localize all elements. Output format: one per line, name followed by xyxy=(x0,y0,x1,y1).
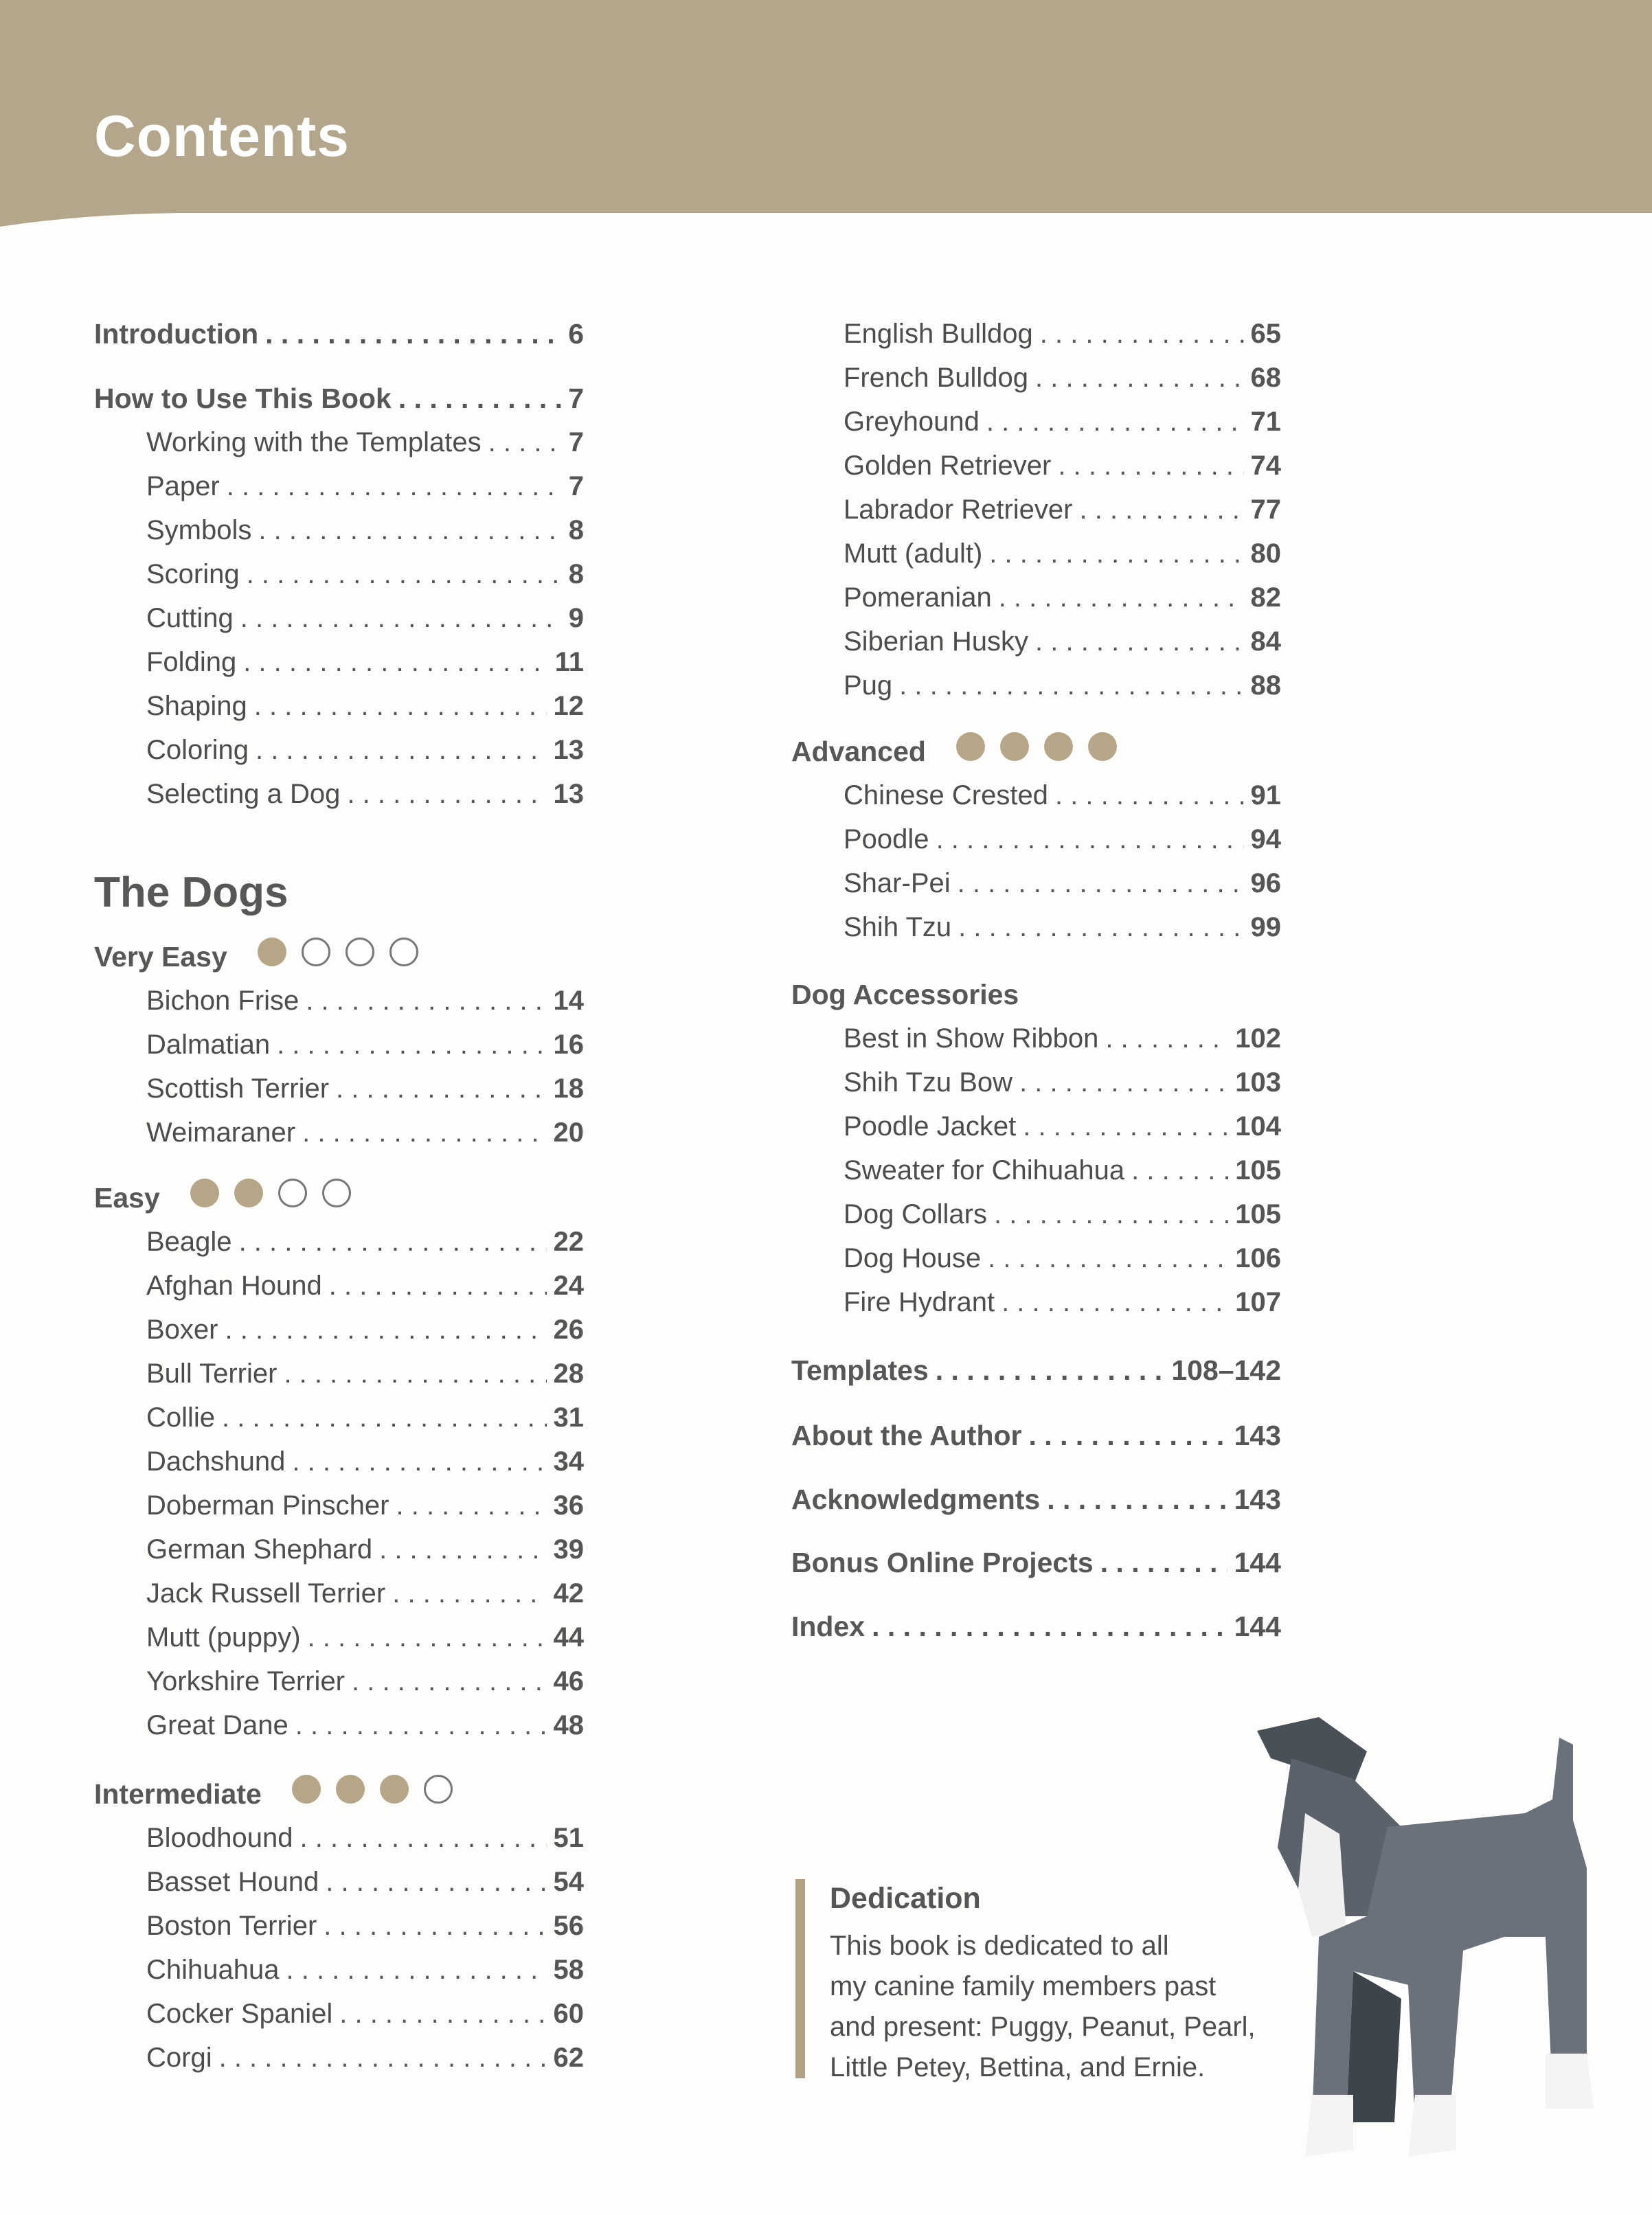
dot-leader xyxy=(324,1904,546,1948)
empty-circle-icon xyxy=(322,1179,351,1207)
page-title: Contents xyxy=(94,104,350,168)
toc-entry[interactable] xyxy=(94,1111,584,1155)
toc-heading[interactable] xyxy=(791,1604,1281,1648)
level-heading-title: Intermediate xyxy=(94,1778,262,1810)
accessories-heading-title: Dog Accessories xyxy=(791,979,1019,1010)
toc-entry[interactable] xyxy=(791,773,1281,817)
dot-leader xyxy=(392,1571,546,1615)
toc-entry[interactable] xyxy=(94,552,584,596)
dot-leader xyxy=(308,1615,547,1659)
toc-section xyxy=(94,312,584,356)
page-number: 46 xyxy=(553,1666,584,1696)
toc-entry[interactable] xyxy=(94,420,584,464)
toc-entry-title: Pug xyxy=(844,670,893,701)
toc-entry-title: Cutting xyxy=(146,603,234,633)
toc-entry[interactable] xyxy=(94,1527,584,1571)
toc-entry[interactable] xyxy=(791,356,1281,400)
toc-entry-title: Weimaraner xyxy=(146,1117,296,1148)
page-number: 91 xyxy=(1250,780,1281,810)
toc-entry[interactable] xyxy=(94,1484,584,1527)
toc-entry-title: Dog Collars xyxy=(844,1199,987,1229)
dot-leader xyxy=(306,979,546,1023)
toc-entry-title: Afghan Hound xyxy=(146,1271,322,1301)
toc-entry[interactable] xyxy=(94,1860,584,1904)
dot-leader xyxy=(225,1308,547,1352)
dot-leader xyxy=(256,728,547,772)
toc-entry-title: Coloring xyxy=(146,735,249,765)
toc-entry[interactable] xyxy=(791,1060,1281,1104)
toc-heading-title: How to Use This Book xyxy=(94,383,392,414)
page-number: 104 xyxy=(1235,1111,1281,1141)
dot-leader xyxy=(240,596,562,640)
dot-leader xyxy=(936,817,1244,861)
toc-entry[interactable] xyxy=(94,1615,584,1659)
dot-leader xyxy=(1100,1541,1227,1584)
dot-leader xyxy=(396,1484,547,1527)
toc-entry[interactable] xyxy=(94,728,584,772)
dedication xyxy=(795,1879,1276,2082)
toc-entry[interactable] xyxy=(791,532,1281,576)
toc-entry-title: Bichon Frise xyxy=(146,986,299,1016)
toc-entry[interactable] xyxy=(94,1023,584,1067)
toc-entry[interactable] xyxy=(791,817,1281,861)
page-number: 54 xyxy=(553,1867,584,1897)
dot-leader xyxy=(872,1604,1227,1648)
dot-leader xyxy=(989,532,1243,576)
toc-entry-title: Mutt (puppy) xyxy=(146,1622,301,1652)
dot-leader xyxy=(958,905,1243,949)
level-heading xyxy=(94,1772,584,1816)
page-number: 144 xyxy=(1234,1611,1281,1642)
toc-entry[interactable] xyxy=(94,1703,584,1747)
toc-entry-title: Poodle xyxy=(844,824,929,854)
page-number: 6 xyxy=(568,318,584,350)
toc-entry[interactable] xyxy=(791,663,1281,707)
left-column xyxy=(94,0,584,2215)
page-number: 74 xyxy=(1250,451,1281,481)
page-number: 102 xyxy=(1235,1023,1281,1054)
page-number: 28 xyxy=(553,1359,584,1389)
dot-leader xyxy=(488,420,562,464)
toc-entry-title: Shaping xyxy=(146,691,247,721)
toc-entry-title: Collie xyxy=(146,1402,216,1433)
page-number: 71 xyxy=(1250,407,1281,437)
dot-leader xyxy=(243,640,548,684)
page-number: 96 xyxy=(1250,868,1281,898)
dot-leader xyxy=(1040,312,1244,356)
toc-entry-title: Beagle xyxy=(146,1227,232,1257)
dot-leader xyxy=(1002,1280,1228,1324)
dot-leader xyxy=(1035,356,1243,400)
toc-entry[interactable] xyxy=(791,861,1281,905)
level-heading-title: Advanced xyxy=(791,736,926,767)
toc-entry[interactable] xyxy=(94,1948,584,1992)
page-number: 8 xyxy=(568,559,584,589)
dot-leader xyxy=(258,508,561,552)
page-number: 18 xyxy=(553,1074,584,1104)
toc-entry[interactable] xyxy=(94,1067,584,1111)
toc-entry[interactable] xyxy=(94,1352,584,1396)
empty-circle-icon xyxy=(346,938,374,966)
dot-leader xyxy=(339,1992,546,2036)
dot-leader xyxy=(284,1352,546,1396)
page-number: 13 xyxy=(553,779,584,809)
toc-heading-title: Bonus Online Projects xyxy=(791,1547,1094,1578)
toc-entry[interactable] xyxy=(791,488,1281,532)
page-number: 94 xyxy=(1250,824,1281,854)
empty-circle-icon xyxy=(424,1775,453,1804)
dot-leader xyxy=(300,1816,547,1860)
toc-entry[interactable] xyxy=(791,905,1281,949)
filled-circle-icon xyxy=(292,1775,321,1804)
difficulty-rating xyxy=(956,732,1117,761)
toc-entry-title: Great Dane xyxy=(146,1710,288,1740)
back-matter-section xyxy=(791,1348,1281,1392)
toc-entry-title: Symbols xyxy=(146,515,252,545)
dot-leader xyxy=(295,1703,547,1747)
filled-circle-icon xyxy=(190,1179,219,1207)
toc-entry-title: Selecting a Dog xyxy=(146,779,341,809)
difficulty-rating xyxy=(292,1775,453,1804)
page-number: 7 xyxy=(568,427,584,457)
toc-entry-title: Boston Terrier xyxy=(146,1911,317,1941)
filled-circle-icon xyxy=(234,1179,263,1207)
toc-entry-title: Scoring xyxy=(146,559,240,589)
page-number: 106 xyxy=(1235,1243,1281,1273)
dot-leader xyxy=(222,1396,546,1440)
page-number: 77 xyxy=(1250,495,1281,525)
back-matter-section xyxy=(791,1604,1281,1648)
dot-leader xyxy=(988,1236,1228,1280)
dot-leader xyxy=(292,1440,546,1484)
accessories-section xyxy=(791,973,1281,1324)
toc-entry[interactable] xyxy=(791,444,1281,488)
toc-entry-title: German Shephard xyxy=(146,1534,373,1565)
page-number: 7 xyxy=(568,383,584,414)
toc-entry-title: Corgi xyxy=(146,2043,212,2073)
toc-heading[interactable] xyxy=(791,1413,1281,1457)
page-number: 24 xyxy=(553,1271,584,1301)
difficulty-level xyxy=(94,935,584,1155)
toc-entry-title: Paper xyxy=(146,471,220,501)
toc-heading-title: About the Author xyxy=(791,1420,1022,1451)
dedication-line: and present: Puggy, Peanut, Pearl, xyxy=(830,2012,1256,2042)
dot-leader xyxy=(265,312,561,356)
filled-circle-icon xyxy=(258,938,286,966)
toc-entry-title: Sweater for Chihuahua xyxy=(844,1155,1125,1185)
filled-circle-icon xyxy=(1000,732,1029,761)
page-number: 80 xyxy=(1250,538,1281,569)
page-number: 44 xyxy=(553,1622,584,1652)
dot-leader xyxy=(347,772,546,816)
dot-leader xyxy=(336,1067,546,1111)
dot-leader xyxy=(326,1860,546,1904)
page-number: 14 xyxy=(553,986,584,1016)
toc-entry[interactable] xyxy=(791,1192,1281,1236)
page-number: 7 xyxy=(568,471,584,501)
difficulty-level xyxy=(791,729,1281,949)
level-heading-title: Very Easy xyxy=(94,941,227,973)
page-number: 48 xyxy=(553,1710,584,1740)
toc-entry-title: Chinese Crested xyxy=(844,780,1048,810)
toc-entry-title: Greyhound xyxy=(844,407,980,437)
page-number: 16 xyxy=(553,1030,584,1060)
dogs-section-title xyxy=(94,862,584,924)
toc-heading-title: Acknowledgments xyxy=(791,1484,1041,1515)
page-number: 13 xyxy=(553,735,584,765)
page-number: 103 xyxy=(1235,1067,1281,1098)
page-number: 82 xyxy=(1250,582,1281,613)
dot-leader xyxy=(936,1348,1165,1392)
page-number: 84 xyxy=(1250,626,1281,657)
dot-leader xyxy=(239,1220,547,1264)
toc-entry[interactable] xyxy=(791,576,1281,620)
page-number: 39 xyxy=(553,1534,584,1565)
toc-entry[interactable] xyxy=(94,464,584,508)
toc-entry[interactable] xyxy=(94,684,584,728)
back-matter-section xyxy=(791,1541,1281,1584)
toc-entry[interactable] xyxy=(94,979,584,1023)
dot-leader xyxy=(227,464,562,508)
filled-circle-icon xyxy=(1044,732,1073,761)
toc-entry[interactable] xyxy=(94,1571,584,1615)
dot-leader xyxy=(1058,444,1243,488)
page-number: 60 xyxy=(553,1999,584,2029)
toc-entry[interactable] xyxy=(791,1104,1281,1148)
filled-circle-icon xyxy=(380,1775,409,1804)
empty-circle-icon xyxy=(302,938,330,966)
toc-entry-title: Folding xyxy=(146,647,237,677)
toc-entry[interactable] xyxy=(94,772,584,816)
dot-leader xyxy=(1055,773,1244,817)
toc-entry-title: Shar-Pei xyxy=(844,868,951,898)
empty-circle-icon xyxy=(278,1179,307,1207)
dot-leader xyxy=(277,1023,546,1067)
toc-heading[interactable] xyxy=(94,376,584,420)
level-heading xyxy=(791,729,1281,773)
toc-entry-title: English Bulldog xyxy=(844,319,1033,349)
page-number: 65 xyxy=(1250,319,1281,349)
page-number: 68 xyxy=(1250,363,1281,393)
toc-entry-title: Best in Show Ribbon xyxy=(844,1023,1099,1054)
toc-heading-title: Index xyxy=(791,1611,865,1642)
page-number: 20 xyxy=(553,1117,584,1148)
dot-leader xyxy=(219,2036,547,2080)
dot-leader xyxy=(1131,1148,1228,1192)
toc-entry[interactable] xyxy=(94,508,584,552)
dot-leader xyxy=(958,861,1244,905)
toc-entry-title: Golden Retriever xyxy=(844,451,1052,481)
toc-entry[interactable] xyxy=(791,400,1281,444)
dot-leader xyxy=(1047,1477,1227,1521)
toc-heading-title: Templates xyxy=(791,1354,929,1386)
difficulty-rating xyxy=(258,938,418,966)
page-number: 62 xyxy=(553,2043,584,2073)
toc-heading[interactable] xyxy=(791,1541,1281,1584)
toc-entry[interactable] xyxy=(791,1148,1281,1192)
toc-entry-title: French Bulldog xyxy=(844,363,1029,393)
level-heading xyxy=(94,935,584,979)
dot-leader xyxy=(329,1264,547,1308)
toc-section xyxy=(94,376,584,816)
toc-entry[interactable] xyxy=(94,1440,584,1484)
dot-leader xyxy=(1029,1413,1227,1457)
dot-leader xyxy=(286,1948,547,1992)
dot-leader xyxy=(1080,488,1244,532)
page-number: 8 xyxy=(568,515,584,545)
toc-entry-title: Siberian Husky xyxy=(844,626,1029,657)
toc-entry-title: Pomeranian xyxy=(844,582,992,613)
difficulty-level xyxy=(94,1176,584,1747)
page-number: 143 xyxy=(1234,1484,1281,1515)
filled-circle-icon xyxy=(336,1775,365,1804)
dot-leader xyxy=(1105,1016,1228,1060)
toc-entry-title: Mutt (adult) xyxy=(844,538,983,569)
toc-entry-title: Working with the Templates xyxy=(146,427,482,457)
page-number: 58 xyxy=(553,1955,584,1985)
toc-entry[interactable] xyxy=(94,1308,584,1352)
toc-entry[interactable] xyxy=(94,640,584,684)
continued-entries xyxy=(791,312,1281,707)
paper-schnauzer-illustration xyxy=(1230,1710,1614,2191)
toc-entry-title: Shih Tzu xyxy=(844,912,952,942)
toc-entry[interactable] xyxy=(791,1236,1281,1280)
dot-leader xyxy=(302,1111,546,1155)
filled-circle-icon xyxy=(956,732,985,761)
page-number: 42 xyxy=(553,1578,584,1609)
toc-entry-title: Bloodhound xyxy=(146,1823,293,1853)
empty-circle-icon xyxy=(389,938,418,966)
page-number: 34 xyxy=(553,1446,584,1477)
dot-leader xyxy=(398,376,561,420)
dedication-line: Little Petey, Bettina, and Ernie. xyxy=(830,2052,1206,2082)
filled-circle-icon xyxy=(1088,732,1117,761)
page-number: 105 xyxy=(1235,1199,1281,1229)
level-heading-title: Easy xyxy=(94,1182,160,1214)
back-matter-section xyxy=(791,1413,1281,1457)
toc-entry[interactable] xyxy=(791,312,1281,356)
dot-leader xyxy=(1035,620,1243,663)
toc-entry[interactable] xyxy=(94,1396,584,1440)
toc-entry[interactable] xyxy=(94,1816,584,1860)
dot-leader xyxy=(899,663,1243,707)
toc-entry[interactable] xyxy=(94,1992,584,2036)
toc-entry-title: Cocker Spaniel xyxy=(146,1999,333,2029)
dot-leader xyxy=(254,684,547,728)
page-number: 11 xyxy=(554,647,584,677)
page-number: 56 xyxy=(553,1911,584,1941)
difficulty-level xyxy=(94,1772,584,2080)
dedication-line: This book is dedicated to all xyxy=(830,1931,1169,1961)
dedication-line: my canine family members past xyxy=(830,1971,1217,2001)
page-number: 108–142 xyxy=(1171,1354,1281,1386)
accessories-heading xyxy=(791,973,1281,1016)
difficulty-rating xyxy=(190,1179,351,1207)
page-number: 107 xyxy=(1235,1287,1281,1317)
page-number: 26 xyxy=(553,1315,584,1345)
level-heading xyxy=(94,1176,584,1220)
toc-heading-title: Introduction xyxy=(94,318,259,350)
page-number: 9 xyxy=(568,603,584,633)
page-number: 31 xyxy=(553,1402,584,1433)
toc-heading[interactable] xyxy=(791,1477,1281,1521)
toc-entry-title: Chihuahua xyxy=(146,1955,280,1985)
page-number: 105 xyxy=(1235,1155,1281,1185)
toc-entry-title: Scottish Terrier xyxy=(146,1074,330,1104)
page-number: 51 xyxy=(553,1823,584,1853)
toc-entry-title: Basset Hound xyxy=(146,1867,319,1897)
toc-entry[interactable] xyxy=(94,1904,584,1948)
page-number: 36 xyxy=(553,1490,584,1521)
toc-entry-title: Dachshund xyxy=(146,1446,286,1477)
dot-leader xyxy=(994,1192,1228,1236)
page-number: 12 xyxy=(553,691,584,721)
toc-heading[interactable] xyxy=(791,1348,1281,1392)
toc-entry-title: Poodle Jacket xyxy=(844,1111,1017,1141)
toc-heading[interactable] xyxy=(94,312,584,356)
toc-entry-title: Dog House xyxy=(844,1243,982,1273)
toc-entry[interactable] xyxy=(791,620,1281,663)
dedication-heading: Dedication xyxy=(830,1882,981,1915)
toc-entry-title: Fire Hydrant xyxy=(844,1287,995,1317)
dot-leader xyxy=(352,1659,546,1703)
toc-entry[interactable] xyxy=(94,1220,584,1264)
toc-entry-title: Doberman Pinscher xyxy=(146,1490,389,1521)
page-number: 143 xyxy=(1234,1420,1281,1451)
toc-entry-title: Labrador Retriever xyxy=(844,495,1073,525)
toc-entry-title: Boxer xyxy=(146,1315,218,1345)
toc-entry-title: Shih Tzu Bow xyxy=(844,1067,1013,1098)
toc-entry-title: Jack Russell Terrier xyxy=(146,1578,386,1609)
page-number: 144 xyxy=(1234,1547,1281,1578)
back-matter-section xyxy=(791,1477,1281,1521)
dot-leader xyxy=(1019,1060,1228,1104)
toc-entry[interactable] xyxy=(791,1280,1281,1324)
dot-leader xyxy=(379,1527,546,1571)
dot-leader xyxy=(247,552,562,596)
page-number: 22 xyxy=(553,1227,584,1257)
toc-entry[interactable] xyxy=(791,1016,1281,1060)
toc-entry[interactable] xyxy=(94,1659,584,1703)
dot-leader xyxy=(1023,1104,1228,1148)
dedication-text xyxy=(830,1926,1276,2088)
toc-entry[interactable] xyxy=(94,596,584,640)
dogs-title: The Dogs xyxy=(94,869,288,916)
toc-entry-title: Dalmatian xyxy=(146,1030,271,1060)
toc-entry-title: Yorkshire Terrier xyxy=(146,1666,346,1696)
page-number: 99 xyxy=(1250,912,1281,942)
toc-entry-title: Bull Terrier xyxy=(146,1359,278,1389)
dot-leader xyxy=(986,400,1244,444)
toc-entry[interactable] xyxy=(94,2036,584,2080)
page-number: 88 xyxy=(1250,670,1281,701)
dot-leader xyxy=(999,576,1244,620)
toc-entry[interactable] xyxy=(94,1264,584,1308)
